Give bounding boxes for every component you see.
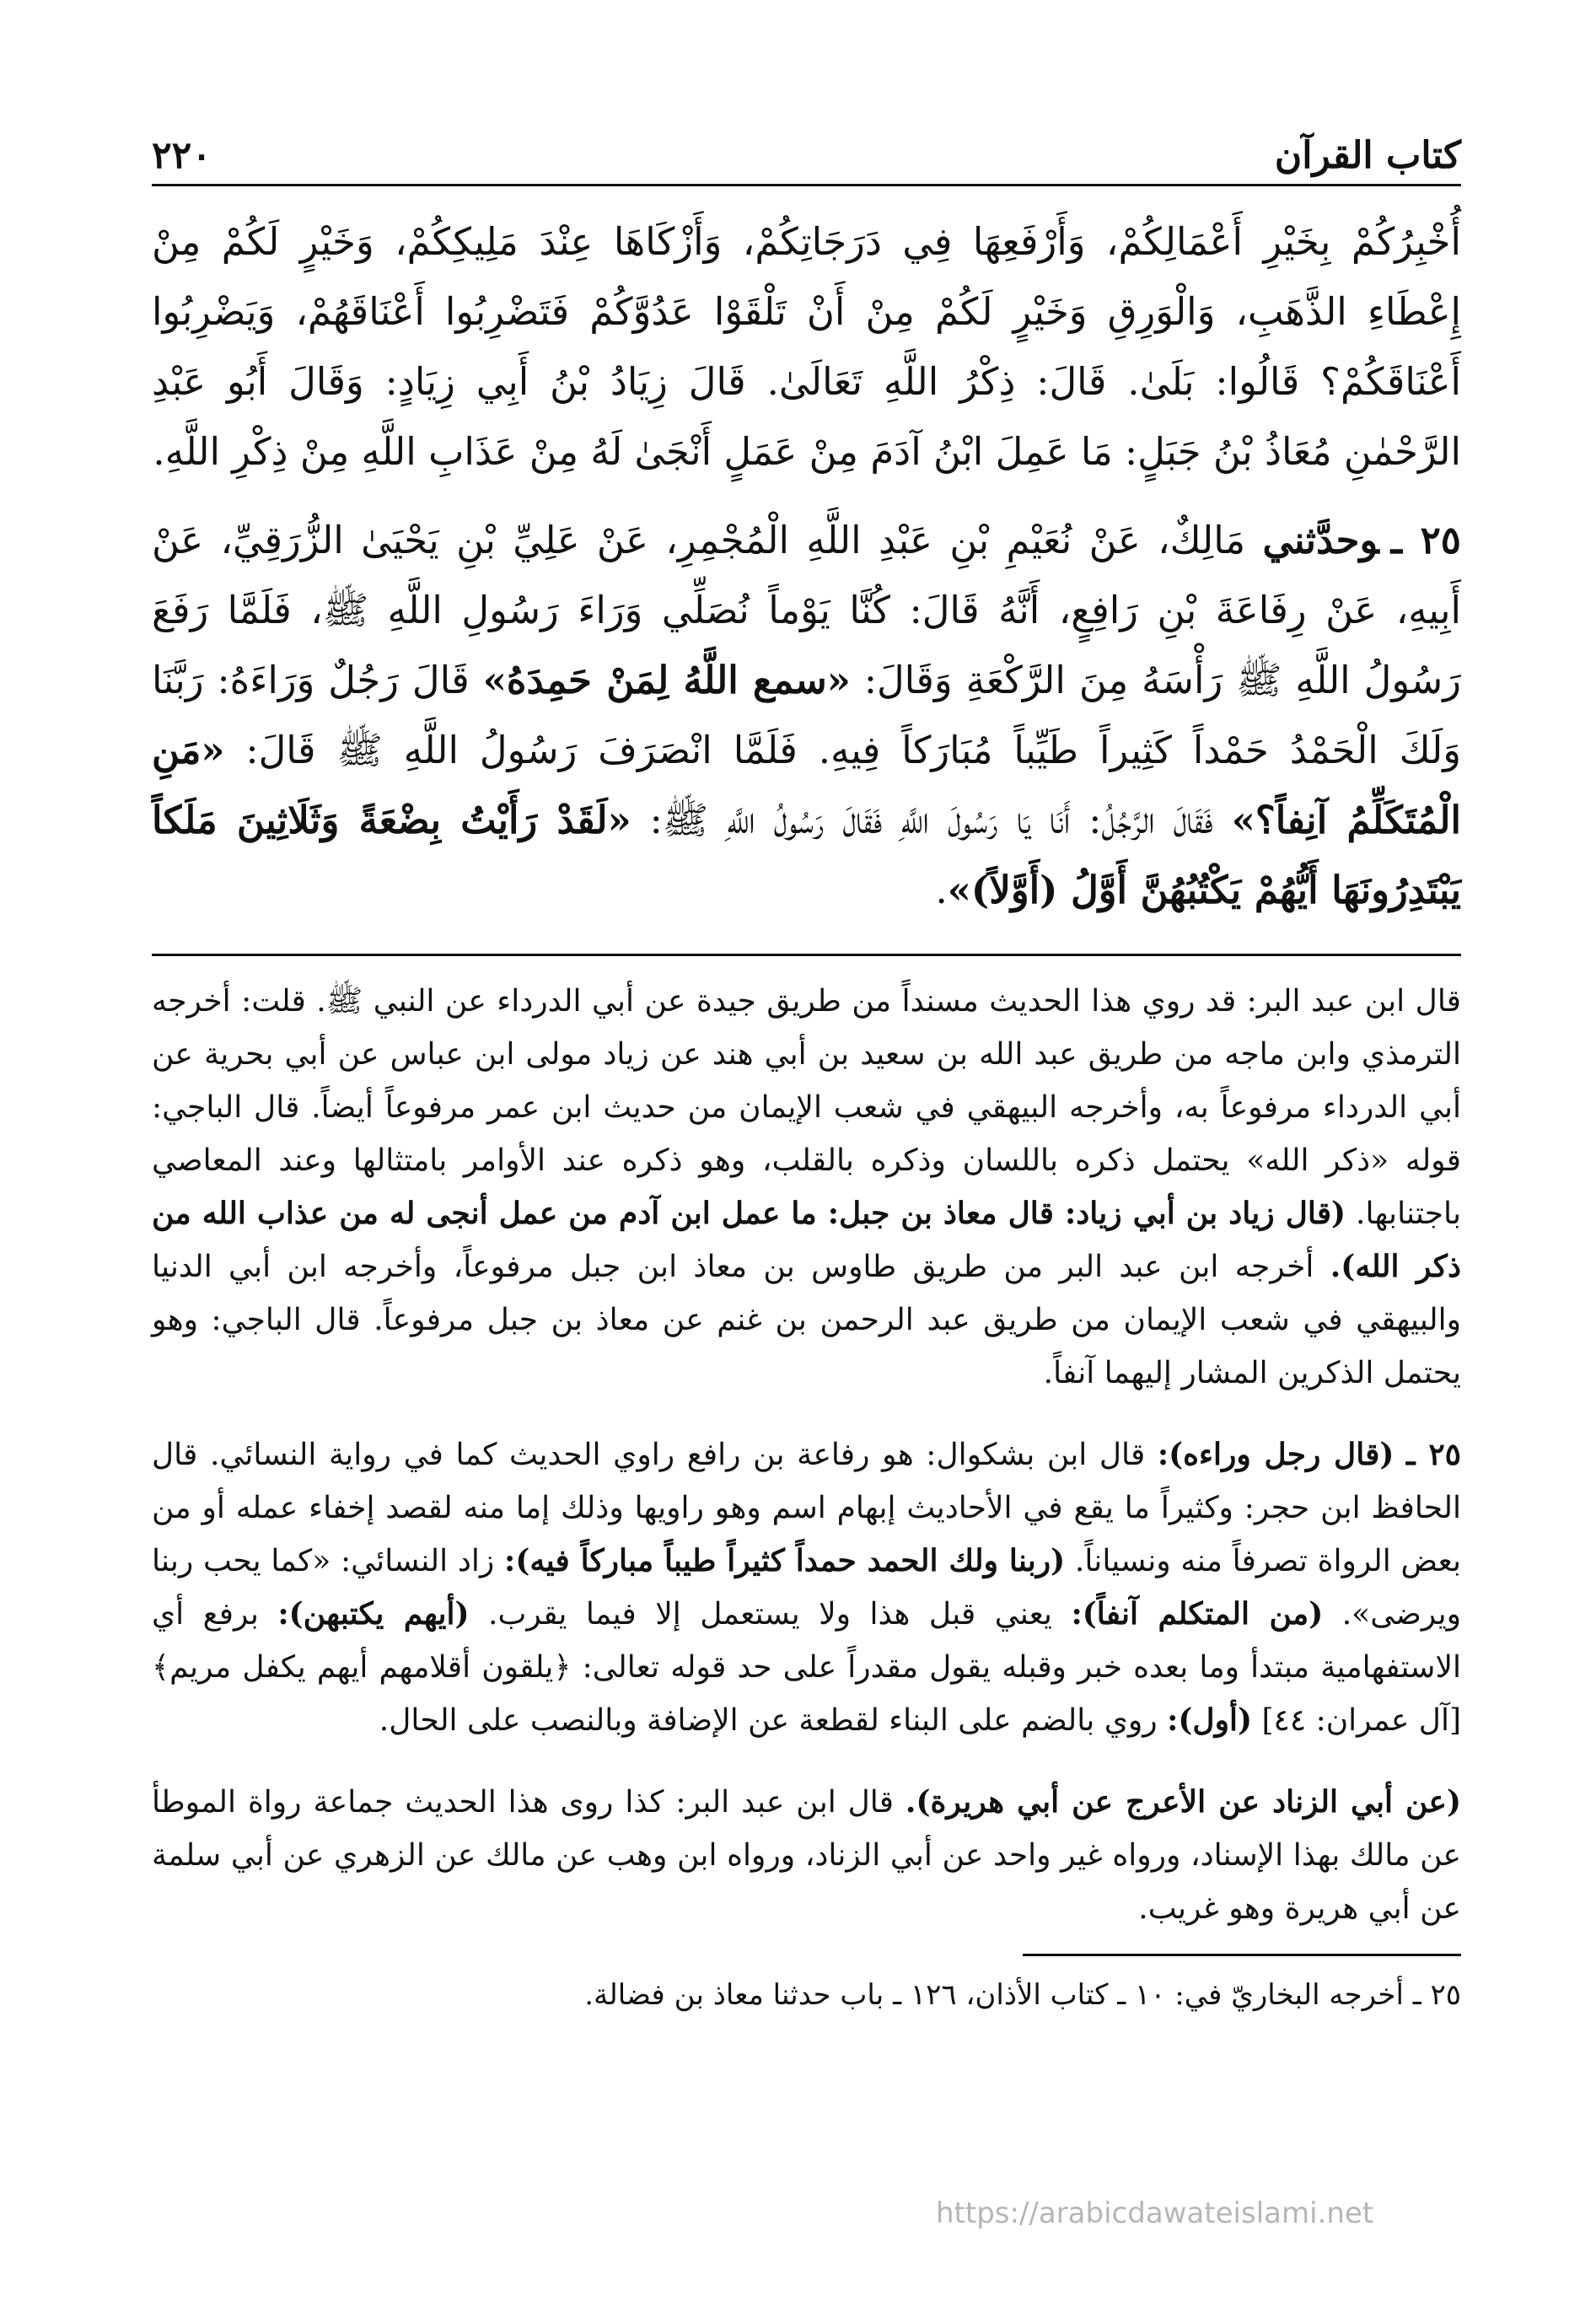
commentary-text: قال ابن عبد البر: قد روي هذا الحديث مسنداً من طريق جيدة عن أبي الدرداء عن النبي ﷺ. قلت: أخرجه الترمذي وابن ماجه من طريق عبد الله بن سعيد بن أبي هند عن زياد مولى ابن عباس عن أبي بحرية عن أبي الدرداء مرفوعاً به، وأخرجه البيهقي في شعب الإيمان من حديث ابن عمر مرفوعاً أيضاً. قال الباجي: قوله «ذكر الله» يحتمل ذكره باللسان وذكره بالقلب، وهو ذكره عند الأوامر بامتثالها وعند المعاصي باجتنابها. bbox=[152, 984, 1462, 1231]
commentary bbox=[152, 975, 1461, 1935]
commentary-paragraph bbox=[152, 1428, 1461, 1747]
hadith-bold-phrase: «سمع اللَّهُ لِمَنْ حَمِدَهُ» bbox=[482, 658, 851, 702]
header-rule bbox=[152, 184, 1461, 186]
commentary-text: قال ابن بشكوال: هو رفاعة بن رافع راوي الحديث كما في رواية النسائي. قال الحافظ ابن حجر: وكثيراً ما يقع في الأحاديث إبهام اسم وهو راويها وذلك إما منه لقصد إخفاء عمله أو من بعض الرواة تصرفاً منه ونسياناً. bbox=[152, 1438, 1461, 1578]
commentary-text: زاد النسائي: «كما يحب ربنا ويرضى». bbox=[152, 1544, 1462, 1632]
commentary-text: روي بالضم على البناء لقطعة عن الإضافة وبالنصب على الحال. bbox=[379, 1703, 1158, 1738]
commentary-text: يعني قبل هذا ولا يستعمل إلا فيما يقرب. bbox=[488, 1597, 1052, 1632]
running-title: كتاب القرآن bbox=[1274, 134, 1461, 177]
hadith-text-part: فَقَالَ الرَّجُلُ: أَنَا يَا رَسُولَ اللَّهِ فَقَالَ رَسُولُ اللَّهِ ﷺ: bbox=[649, 798, 1213, 842]
page-header bbox=[152, 126, 1461, 177]
hadith-text-part: قَالَ رَجُلٌ وَرَاءَهُ: رَبَّنَا وَلَكَ الْحَمْدُ حَمْداً كَثِيراً طَيِّباً مُبَارَكاً فِيهِ. فَلَمَّا انْصَرَفَ رَسُولُ اللَّهِ ﷺ قَالَ: bbox=[152, 658, 1462, 772]
commentary-quote: (قال زياد بن أبي زياد: قال معاذ بن جبل: ما عمل ابن آدم من عمل أنجى له من عذاب الله من ذكر الله). bbox=[152, 1196, 1461, 1284]
hadith-paragraph-continued: أُخْبِرُكُمْ بِخَيْرِ أَعْمَالِكُمْ، وَأَرْفَعِهَا فِي دَرَجَاتِكُمْ، وَأَزْكَاهَا عِنْدَ مَلِيكِكُمْ، وَخَيْرٍ لَكُمْ مِنْ إِعْطَاءِ الذَّهَبِ، وَالْوَرِقِ وَخَيْرٍ لَكُمْ مِنْ أَنْ تَلْقَوْا عَدُوَّكُمْ فَتَضْرِبُوا أَعْنَاقَهُمْ، وَيَضْرِبُوا أَعْنَاقَكُمْ؟ قَالُوا: بَلَىٰ. قَالَ: ذِكْرُ اللَّهِ تَعَالَىٰ. قَالَ زِيَادُ بْنُ أَبِي زِيَادٍ: وَقَالَ أَبُو عَبْدِ الرَّحْمٰنِ مُعَاذُ بْنُ جَبَلٍ: مَا عَمِلَ ابْنُ آدَمَ مِنْ عَمَلٍ أَنْجَىٰ لَهُ مِنْ عَذَابِ اللَّهِ مِنْ ذِكْرِ اللَّهِ. bbox=[152, 219, 1461, 474]
commentary-quote: (ربنا ولك الحمد حمداً كثيراً طيباً مباركاً فيه): bbox=[504, 1543, 1066, 1578]
commentary-text: قال ابن عبد البر: كذا روى هذا الحديث جماعة رواة الموطأ عن مالك بهذا الإسناد، ورواه غير واحد عن أبي الزناد، ورواه ابن وهب عن مالك عن الزهري عن أبي سلمة عن أبي هريرة وهو غريب. bbox=[152, 1785, 1461, 1926]
hadith-text-part: مَالِكٌ، عَنْ نُعَيْمِ بْنِ عَبْدِ اللَّهِ الْمُجْمِرِ، عَنْ عَلِيِّ بْنِ يَحْيَىٰ الزُّرَقِيِّ، عَنْ أَبِيهِ، عَنْ رِفَاعَةَ بْنِ رَافِعٍ، أَنَّهُ قَالَ: كُنَّا يَوْماً نُصَلِّي وَرَاءَ رَسُولِ اللَّهِ ﷺ، فَلَمَّا رَفَعَ رَسُولُ اللَّهِ ﷺ رَأْسَهُ مِنَ الرَّكْعَةِ وَقَالَ: bbox=[152, 518, 1461, 702]
page-number: ٢٢٠ bbox=[152, 134, 212, 177]
commentary-quote: (قال رجل وراءه): bbox=[1157, 1437, 1394, 1472]
commentary-paragraph bbox=[152, 975, 1461, 1400]
hadith-text bbox=[152, 207, 1461, 925]
hadith-number: ٢٥ ـ bbox=[1390, 518, 1461, 562]
hadith-25 bbox=[152, 505, 1461, 925]
footnote-rule bbox=[1023, 1954, 1461, 1956]
commentary-quote: (أيهم يكتبهن): bbox=[277, 1596, 470, 1632]
footnote bbox=[152, 1971, 1461, 2019]
hadith-end: . bbox=[935, 868, 948, 912]
commentary-text: برفع أي الاستفهامية مبتدأ وما بعده خبر وقبله يقول مقدراً على حد قوله تعالى: ﴿يلقون أقلامهم أيهم يكفل مريم﴾ [آل عمران: ٤٤] bbox=[152, 1597, 1461, 1738]
hadith-bold-phrase: «مَنِ الْمُتَكَلِّمُ آنِفاً؟» bbox=[152, 728, 1461, 842]
commentary-number: ٢٥ ـ bbox=[1406, 1437, 1461, 1472]
commentary-text: أخرجه ابن عبد البر من طريق طاوس بن معاذ ابن جبل مرفوعاً، وأخرجه ابن أبي الدنيا والبيهقي في شعب الإيمان من طريق عبد الرحمن بن غنم عن معاذ بن جبل مرفوعاً. قال الباجي: وهو يحتمل الذكرين المشار إليهما آنفاً. bbox=[152, 1250, 1461, 1390]
hadith-lead: وحدَّثني bbox=[1262, 518, 1379, 562]
section-rule bbox=[152, 954, 1461, 956]
commentary-paragraph bbox=[152, 1776, 1461, 1935]
footnote-text: ٢٥ ـ أخرجه البخاريّ في: ١٠ ـ كتاب الأذان، ١٢٦ ـ باب حدثنا معاذ بن فضالة. bbox=[584, 1978, 1461, 2012]
hadith-bold-phrase: «لَقَدْ رَأَيْتُ بِضْعَةً وَثَلَاثِينَ مَلَكاً يَبْتَدِرُونَهَا أَيُّهُمْ يَكْتُبُهُنَّ أَوَّلُ (أَوَّلاً)» bbox=[152, 798, 1461, 912]
commentary-quote: (عن أبي الزناد عن الأعرج عن أبي هريرة). bbox=[905, 1784, 1461, 1820]
commentary-quote: (من المتكلم آنفاً): bbox=[1071, 1596, 1324, 1632]
commentary-quote: (أول): bbox=[1167, 1702, 1252, 1738]
watermark: https://arabicdawateislami.net bbox=[936, 2197, 1374, 2230]
